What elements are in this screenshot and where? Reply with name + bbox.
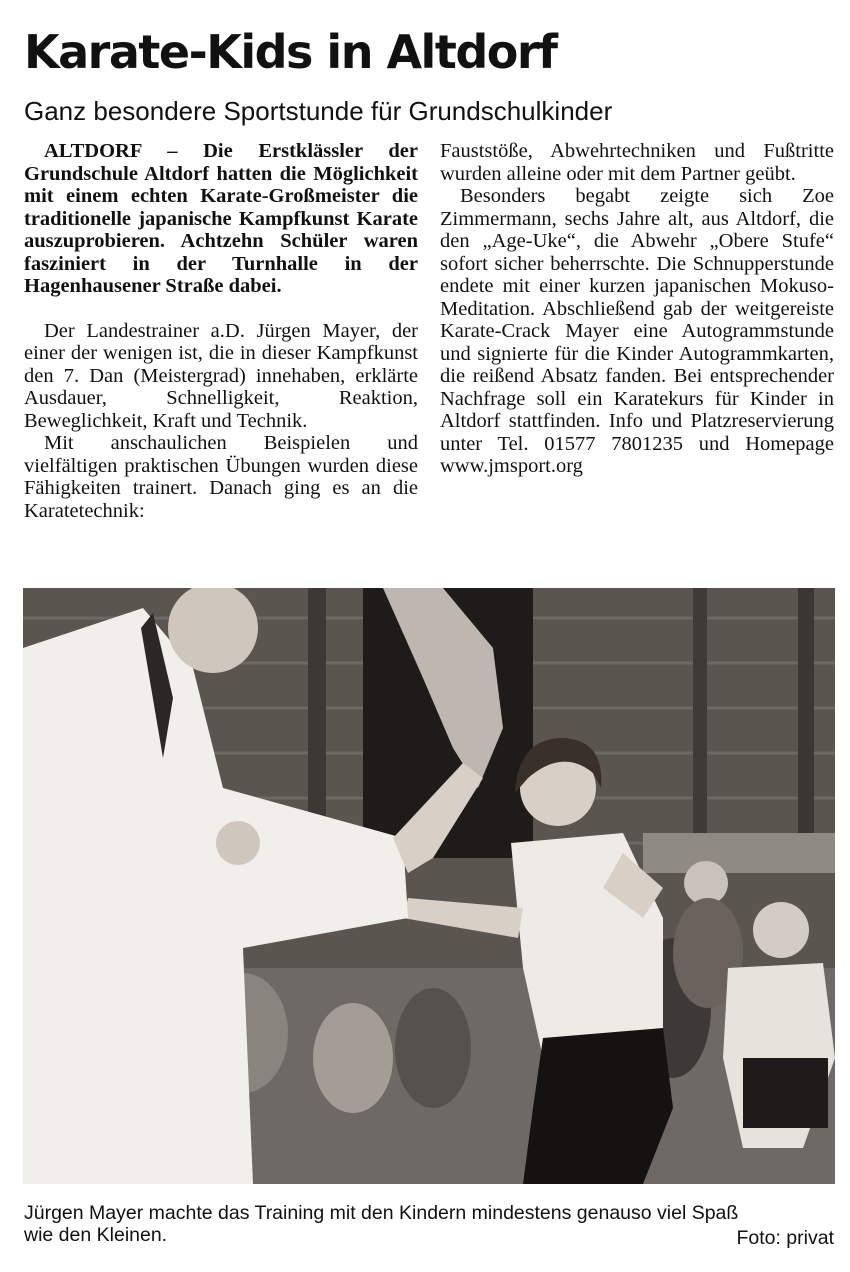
article-lead: ALTDORF – Die Erstklässler der Grundschule Altdorf hatten die Möglichkeit mit einem echten Karate-Großmeister die traditionelle japanische Kampfkunst Karate auszuprobieren. Achtzehn Schüler waren fasziniert in der Turnhalle in der Hagenhausener Straße dabei. <box>24 140 418 297</box>
article-column-left <box>24 140 418 522</box>
wall-pillar <box>798 588 814 868</box>
karate-master-fist <box>216 821 260 865</box>
caption-line: wie den Kleinen. <box>24 1224 168 1246</box>
bench <box>643 833 835 873</box>
article-column-right <box>440 140 834 478</box>
seated-child <box>395 988 471 1108</box>
girl-pants <box>523 1028 673 1184</box>
article-subheadline: Ganz besondere Sportstunde für Grundschulkinder <box>24 96 613 126</box>
article-paragraph: Der Landestrainer a.D. Jürgen Mayer, der einer der wenigen ist, die in dieser Kampfkunst den 7. Dan (Meistergrad) innehaben, erklärte Ausdauer, Schnelligkeit, Reaktion, Beweglichkeit, Kraft und Technik. <box>24 319 418 432</box>
article-paragraph: Besonders begabt zeigte sich Zoe Zimmermann, sechs Jahre alt, aus Altdorf, die den „Age-Uke“, die Abwehr „Obere Stufe“ sofort sicher beherrschte. Die Schnupperstunde endete mit einer kurzen japanischen Mokuso-Meditation. Abschließend gab der weitgereiste Karate-Crack Mayer eine Autogrammstunde und signierte für die Kinder Autogrammkarten, die reißend Absatz fanden. Bei entsprechender Nachfrage soll ein Karatekurs für Kinder in Altdorf stattfinden. Info und Platzreservierung unter Tel. 01577 7801235 und Homepage www.jmsport.org <box>440 185 834 477</box>
article-paragraph: Mit anschaulichen Beispielen und vielfältigen praktischen Übungen wurden diese Fähigkeiten trainert. Danach ging es an die Karatetechnik: <box>24 432 418 522</box>
photo-credit: Foto: privat <box>736 1227 834 1249</box>
seated-child <box>313 1003 393 1113</box>
caption-line: Jürgen Mayer machte das Training mit den Kindern mindestens genauso viel Spaß <box>24 1202 739 1224</box>
child-shorts <box>743 1058 828 1128</box>
article-headline: Karate-Kids in Altdorf <box>24 25 557 79</box>
photo-caption <box>24 1202 834 1246</box>
child-head <box>753 902 809 958</box>
article-photo <box>23 588 835 1184</box>
article-paragraph-continuation: Fauststöße, Abwehrtechniken und Fußtritte wurden alleine oder mit dem Partner geübt. <box>440 140 834 185</box>
